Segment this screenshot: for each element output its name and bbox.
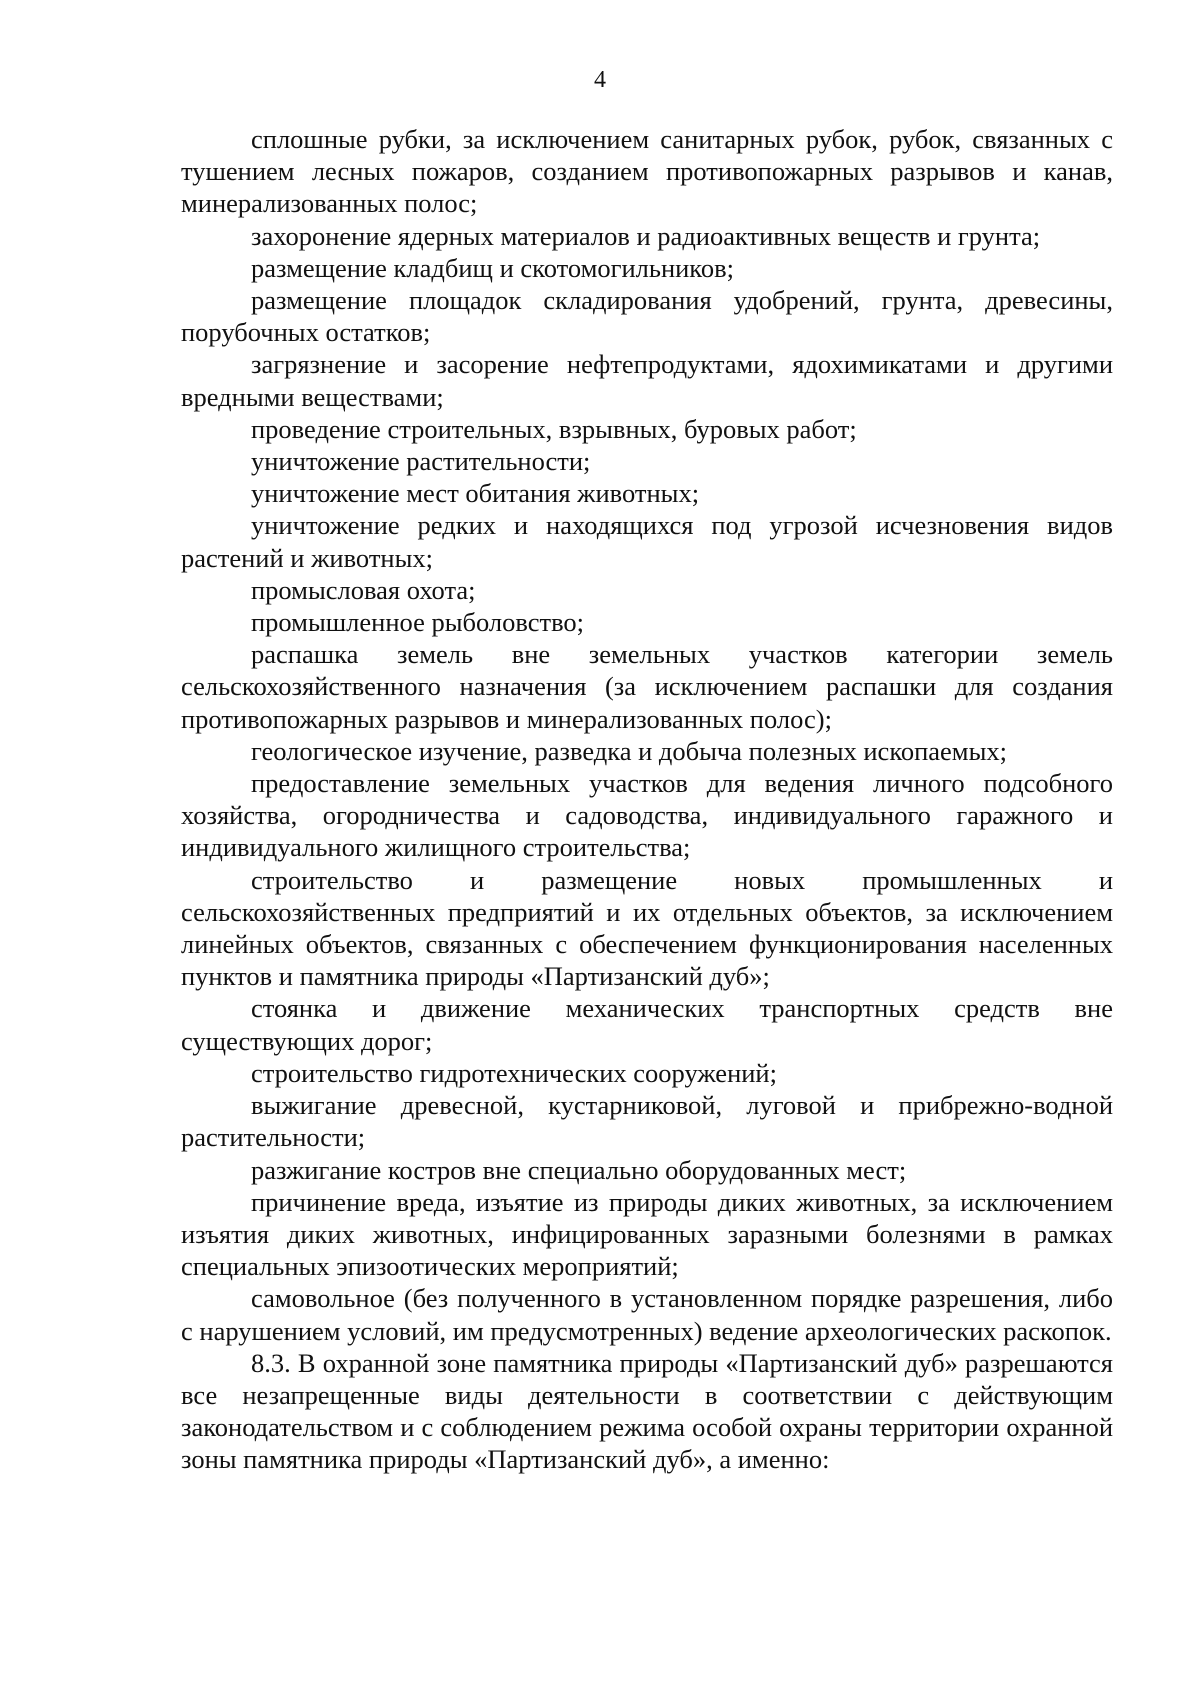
paragraph-industrial-fishing: промышленное рыболовство;: [251, 607, 585, 638]
paragraph-bonfires: разжигание костров вне специально оборудованных мест;: [251, 1154, 907, 1185]
paragraph-wild-animals: причинение вреда, изъятие из природы диких животных, за исключением изъятия диких животных, инфицированных заразными болезнями в рамках специальных эпизоотических мероприятий;: [181, 1186, 1113, 1282]
paragraph-vegetation-destruction: уничтожение растительности;: [251, 446, 591, 477]
paragraph-storage-sites: размещение площадок складирования удобрений, грунта, древесины, порубочных остатков;: [181, 285, 1113, 348]
paragraph-cemeteries: размещение кладбищ и скотомогильников;: [251, 252, 734, 283]
paragraph-pollution: загрязнение и засорение нефтепродуктами, ядохимикатами и другими вредными веществами;: [181, 349, 1113, 412]
paragraph-burning: выжигание древесной, кустарниковой, луговой и прибрежно-водной растительности;: [181, 1090, 1113, 1153]
paragraph-commercial-hunting: промысловая охота;: [251, 574, 476, 605]
paragraph-excavations: самовольное (без полученного в установленном порядке разрешения, либо с нарушением условий, им предусмотренных) ведение археологических раскопок.: [181, 1283, 1113, 1346]
paragraph-plowing: распашка земель вне земельных участков категории земель сельскохозяйственного назначения (за исключением распашки для создания противопожарных разрывов и минерализованных полос);: [181, 639, 1113, 734]
paragraph-new-enterprises: строительство и размещение новых промышленных и сельскохозяйственных предприятий и их отдельных объектов, за исключением линейных объектов, связанных с обеспечением функционирования населенных пунктов и памятника природы «Партизанский дуб»;: [181, 864, 1113, 992]
paragraph-rare-species: уничтожение редких и находящихся под угрозой исчезновения видов растений и животных;: [181, 510, 1113, 573]
paragraph-section-8-3: 8.3. В охранной зоне памятника природы «Партизанский дуб» разрешаются все незапрещенные виды деятельности в соответствии с действующим законодательством и с соблюдением режима особой охраны территории охранной зоны памятника природы «Партизанский дуб», а именно:: [181, 1347, 1113, 1475]
paragraph-hydro-structures: строительство гидротехнических сооружений;: [251, 1057, 777, 1088]
paragraph-land-plots: предоставление земельных участков для ведения личного подсобного хозяйства, огородничества и садоводства, индивидуального гаражного и индивидуального жилищного строительства;: [181, 768, 1113, 863]
page-number: 4: [594, 67, 606, 93]
document-body: [181, 123, 1113, 1476]
paragraph-habitat-destruction: уничтожение мест обитания животных;: [251, 478, 700, 509]
paragraph-vehicles: стоянка и движение механических транспортных средств вне существующих дорог;: [181, 993, 1113, 1056]
paragraph-geology: геологическое изучение, разведка и добыча полезных ископаемых;: [251, 735, 1007, 766]
paragraph-nuclear-burial: захоронение ядерных материалов и радиоактивных веществ и грунта;: [251, 220, 1041, 251]
paragraph-construction-works: проведение строительных, взрывных, буровых работ;: [251, 413, 857, 444]
paragraph-clear-cutting: сплошные рубки, за исключением санитарных рубок, рубок, связанных с тушением лесных пожаров, созданием противопожарных разрывов и канав, минерализованных полос;: [181, 124, 1113, 219]
